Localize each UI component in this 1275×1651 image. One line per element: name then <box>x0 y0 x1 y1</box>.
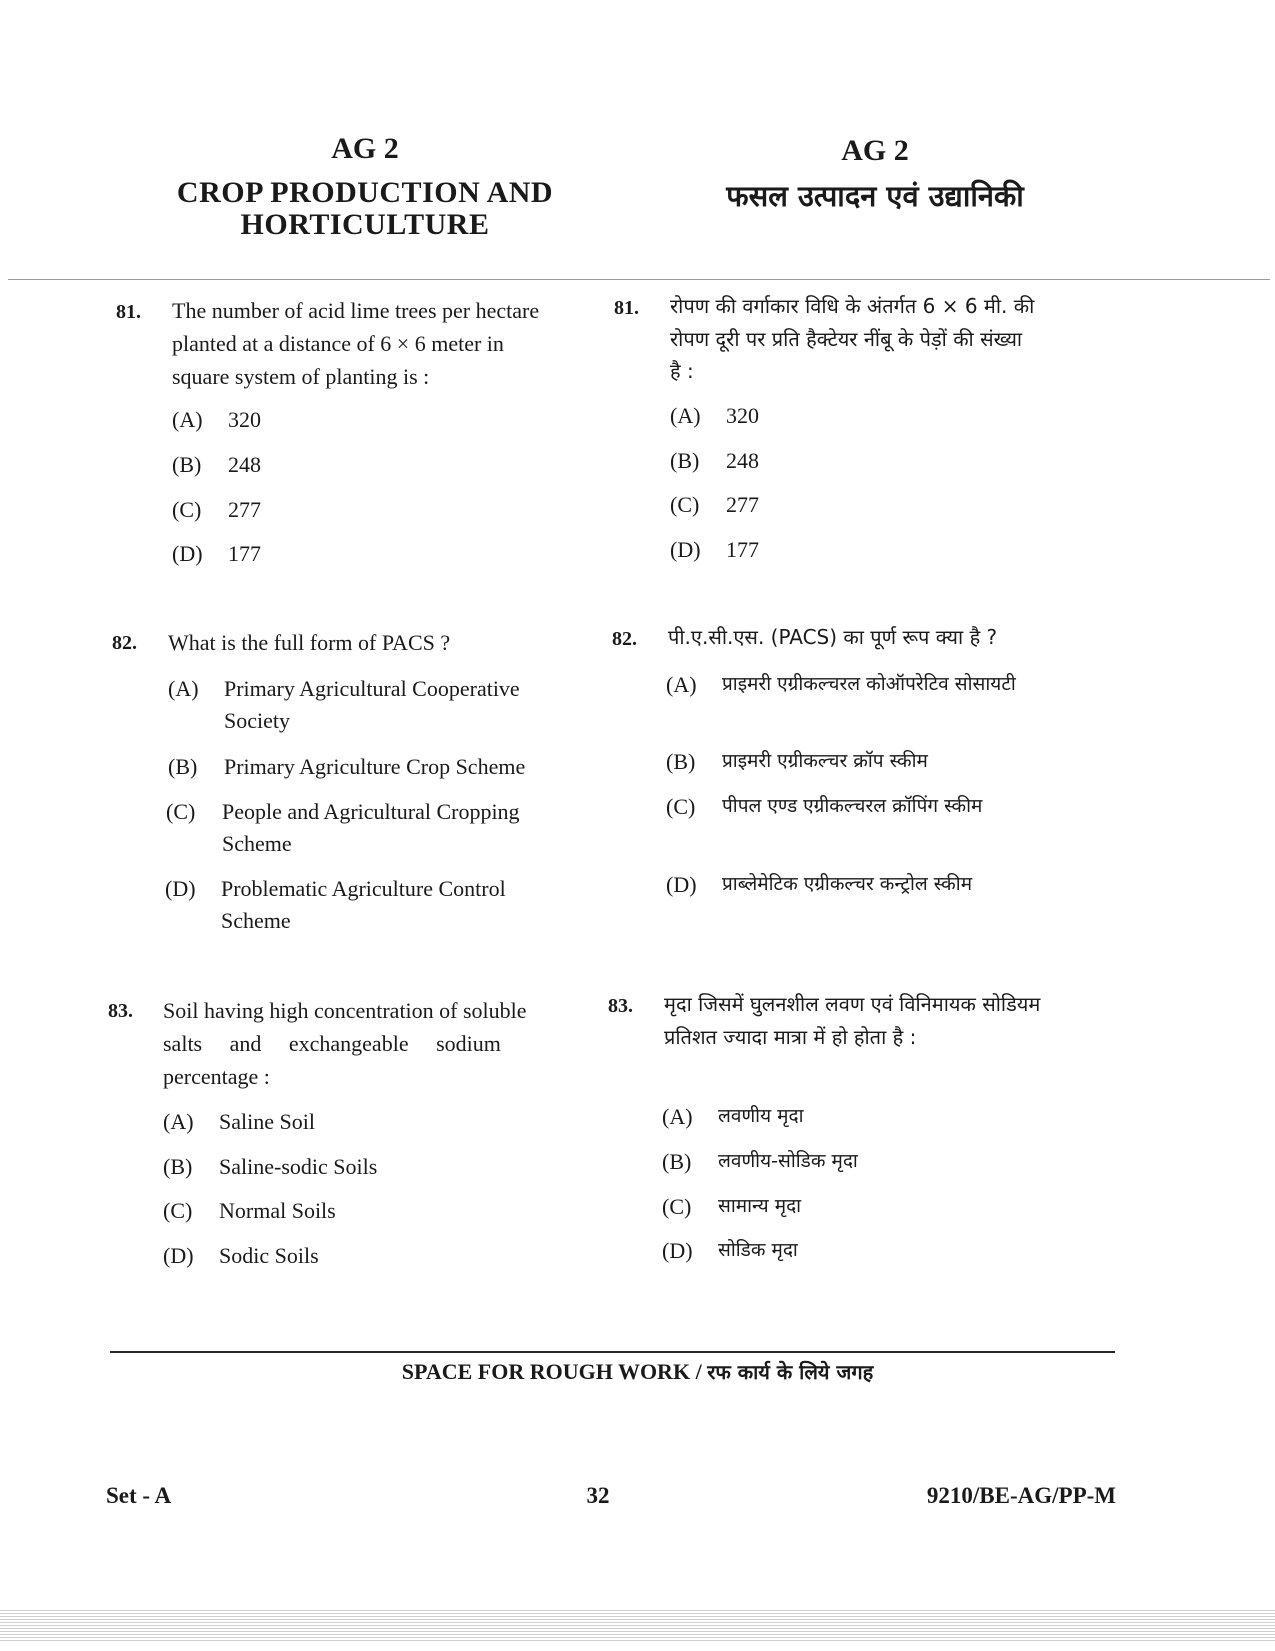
option-text: सामान्य मृदा <box>718 1195 802 1217</box>
question-text-line: Soil having high concentration of soluble <box>163 998 527 1023</box>
header-right-code: AG 2 <box>841 134 909 167</box>
header-divider <box>8 279 1270 280</box>
rough-work-label-en: SPACE FOR ROUGH WORK <box>401 1359 691 1384</box>
scan-edge <box>0 1610 1275 1642</box>
option-text: प्राब्लेमेटिक एग्रीकल्चर कन्ट्रोल स्कीम <box>722 873 973 895</box>
option-text: Saline-sodic Soils <box>219 1154 378 1179</box>
option-label: (B) <box>168 754 198 779</box>
option-text: 248 <box>228 452 261 477</box>
option-label: (A) <box>163 1109 194 1134</box>
option-label: (C) <box>163 1198 193 1223</box>
option-label: (A) <box>172 407 203 432</box>
question-number: 81. <box>116 301 141 323</box>
option-label: (D) <box>165 876 196 901</box>
answer-option[interactable] <box>166 795 566 861</box>
option-text: 277 <box>228 497 261 522</box>
option-text: 320 <box>228 407 261 432</box>
footer-code: 9210/BE-AG/PP-M <box>926 1483 1116 1508</box>
option-text: प्राइमरी एग्रीकल्चरल कोऑपरेटिव सोसायटी <box>722 673 1016 695</box>
option-label: (A) <box>662 1104 693 1129</box>
option-text-line: People and Agricultural Cropping <box>222 799 520 824</box>
answer-option[interactable] <box>163 1239 513 1272</box>
answer-option[interactable] <box>670 533 970 566</box>
answer-option[interactable] <box>165 872 565 938</box>
answer-option[interactable] <box>666 745 1086 778</box>
answer-option[interactable] <box>163 1150 513 1183</box>
option-label: (B) <box>662 1149 692 1174</box>
option-label: (D) <box>666 872 697 897</box>
header-left-code: AG 2 <box>331 132 399 165</box>
option-label: (B) <box>172 452 202 477</box>
option-text: 177 <box>726 537 759 562</box>
answer-option[interactable] <box>666 868 1086 901</box>
option-text: 177 <box>228 541 261 566</box>
option-text: लवणीय मृदा <box>718 1105 804 1127</box>
answer-option[interactable] <box>662 1234 1012 1267</box>
question-number: 82. <box>112 632 137 654</box>
rough-work-label-hi: रफ कार्य के लिये जगह <box>707 1360 874 1384</box>
rough-work-separator: / <box>690 1359 708 1384</box>
page-number: 32 <box>586 1483 610 1508</box>
question-text-line: salts and exchangeable sodium <box>163 1031 501 1056</box>
footer-set: Set - A <box>106 1483 172 1508</box>
question-number: 83. <box>608 995 633 1017</box>
option-text-line: Problematic Agriculture Control <box>221 876 506 901</box>
option-text-line: Scheme <box>222 831 292 856</box>
rough-work-divider <box>110 1351 1115 1353</box>
answer-option[interactable] <box>172 493 472 526</box>
option-text: 320 <box>726 403 759 428</box>
option-text: Sodic Soils <box>219 1243 319 1268</box>
option-text: Saline Soil <box>219 1109 315 1134</box>
option-label: (D) <box>163 1243 194 1268</box>
answer-option[interactable] <box>670 488 970 521</box>
question-text-line: percentage : <box>163 1064 270 1089</box>
option-label: (B) <box>163 1154 193 1179</box>
question-text-line: है : <box>670 359 694 383</box>
question-text-line: What is the full form of PACS ? <box>168 630 451 655</box>
answer-option[interactable] <box>172 448 472 481</box>
option-label: (D) <box>662 1238 693 1263</box>
answer-option[interactable] <box>168 672 568 738</box>
question-text-line: मृदा जिसमें घुलनशील लवण एवं विनिमायक सोडियम <box>664 992 1041 1016</box>
answer-option[interactable] <box>172 403 472 436</box>
answer-option[interactable] <box>666 668 1086 701</box>
question-text-line: रोपण की वर्गाकार विधि के अंतर्गत 6 × 6 मी. की <box>670 294 1035 318</box>
option-text-line: Society <box>224 708 290 733</box>
option-label: (A) <box>670 403 701 428</box>
option-text: 248 <box>726 448 759 473</box>
option-label: (C) <box>670 492 700 517</box>
option-text: प्राइमरी एग्रीकल्चर क्रॉप स्कीम <box>722 750 928 772</box>
answer-option[interactable] <box>662 1145 1012 1178</box>
option-text-line: Primary Agricultural Cooperative <box>224 676 520 701</box>
answer-option[interactable] <box>670 399 970 432</box>
option-label: (B) <box>666 749 696 774</box>
option-label: (A) <box>666 672 697 697</box>
option-text: 277 <box>726 492 759 517</box>
answer-option[interactable] <box>168 750 568 783</box>
answer-option[interactable] <box>172 537 472 570</box>
header-left-title-line1: CROP PRODUCTION AND <box>176 176 554 209</box>
option-label: (C) <box>172 497 202 522</box>
question-number: 81. <box>614 297 639 319</box>
option-text-line: Primary Agriculture Crop Scheme <box>224 754 526 779</box>
option-text: सोडिक मृदा <box>718 1239 798 1261</box>
question-text-line: रोपण दूरी पर प्रति हैक्टेयर नींबू के पेड़ों की संख्या <box>670 327 1023 351</box>
question-text-line: प्रतिशत ज्यादा मात्रा में हो होता है : <box>664 1025 917 1049</box>
answer-option[interactable] <box>666 790 1086 823</box>
option-text: लवणीय-सोडिक मृदा <box>718 1150 858 1172</box>
option-text-line: Scheme <box>221 908 291 933</box>
question-text-line: The number of acid lime trees per hectare <box>172 298 540 323</box>
header-left-title-line2: HORTICULTURE <box>240 208 490 241</box>
option-label: (C) <box>166 799 196 824</box>
rough-work-label <box>0 1358 1275 1385</box>
answer-option[interactable] <box>662 1190 1012 1223</box>
answer-option[interactable] <box>662 1100 1012 1133</box>
question-text-line: square system of planting is : <box>172 364 430 389</box>
option-label: (B) <box>670 448 700 473</box>
question-number: 83. <box>108 1000 133 1022</box>
answer-option[interactable] <box>163 1194 513 1227</box>
option-text: Normal Soils <box>219 1198 336 1223</box>
option-label: (A) <box>168 676 199 701</box>
option-label: (C) <box>662 1194 692 1219</box>
question-text-line: planted at a distance of 6 × 6 meter in <box>172 331 504 356</box>
option-label: (C) <box>666 794 696 819</box>
option-text: पीपल एण्ड एग्रीकल्चरल क्रॉपिंग स्कीम <box>722 795 983 817</box>
question-text-line: पी.ए.सी.एस. (PACS) का पूर्ण रूप क्या है ? <box>668 625 998 649</box>
option-label: (D) <box>670 537 701 562</box>
question-number: 82. <box>612 628 637 650</box>
header-right-title: फसल उत्पादन एवं उद्यानिकी <box>726 179 1024 213</box>
answer-option[interactable] <box>670 444 970 477</box>
answer-option[interactable] <box>163 1105 513 1138</box>
option-label: (D) <box>172 541 203 566</box>
